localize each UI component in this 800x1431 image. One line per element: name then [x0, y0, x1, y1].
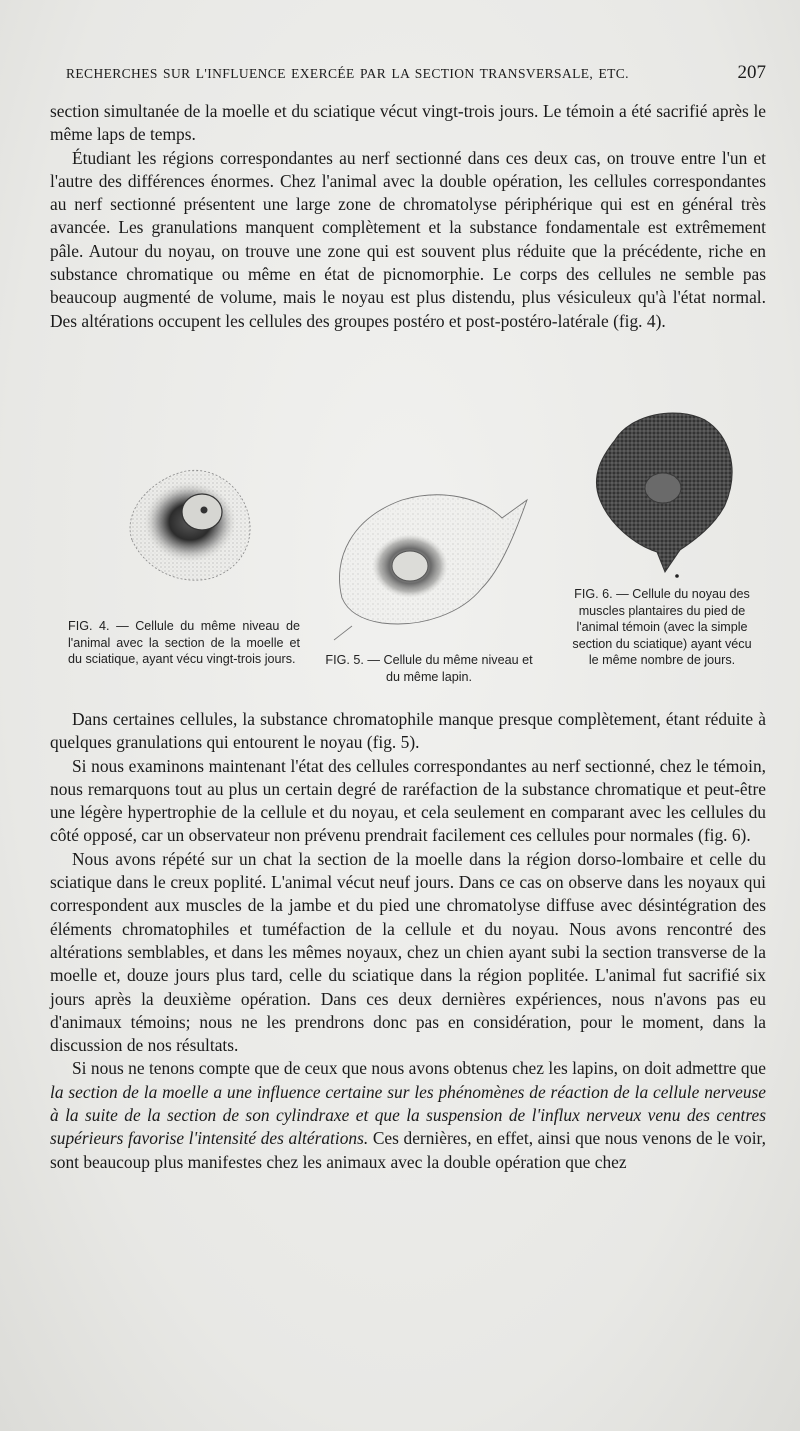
- cell-illustration: [322, 478, 542, 648]
- figure-5-image: [322, 478, 542, 648]
- paragraph-text: Ces dernières, en effet, ainsi que nous venons de le voir, sont beaucoup plus manifestes chez les animaux avec la double opération que chez: [50, 1128, 766, 1172]
- figure-6-caption: FIG. 6. — Cellule du noyau des muscles plantaires du pied de l'animal témoin (avec la simple section du sciatique) ayant vécu le même nombre de jours.: [572, 587, 752, 668]
- paragraph: [50, 1057, 766, 1173]
- cell-illustration: [112, 450, 272, 590]
- paragraph: Si nous examinons maintenant l'état des cellules correspondantes au nerf sectionné, chez le témoin, nous remarquons tout au plus un certain degré de raréfaction de la substance chromatique et peut-être une légère hypertrophie de la cellule et du noyau, et cela seulement en comparant avec les cellules du côté opposé, car un observateur non prévenu prendrait facilement ces cellules pour normales (fig. 6).: [50, 755, 766, 846]
- page-header: [66, 62, 766, 84]
- figure-4-image: [112, 450, 272, 590]
- figure-5-caption: FIG. 5. — Cellule du même niveau et du même lapin.: [325, 653, 533, 684]
- paragraph: section simultanée de la moelle et du sciatique vécut vingt-trois jours. Le témoin a été sacrifié après le même laps de temps.: [50, 101, 766, 145]
- italic-emphasis: la section de la moelle a une influence certaine sur les phénomènes de réaction de la cellule nerveuse à la suite de la section de son cylindraxe et que la suspension de l'influx nerveux venu des centres supérieurs favorise l'intensité des altérations.: [50, 1081, 766, 1149]
- cell-illustration: [585, 400, 745, 580]
- paragraph-text: Si nous ne tenons compte que de ceux que nous avons obtenus chez les lapins, on doit admettre que: [72, 1058, 766, 1079]
- running-title: RECHERCHES SUR L'INFLUENCE EXERCÉE PAR LA SECTION TRANSVERSALE, ETC.: [66, 66, 629, 81]
- figure-4-caption: FIG. 4. — Cellule du même niveau de l'animal avec la section de la moelle et du sciatique, ayant vécu vingt-trois jours.: [68, 619, 300, 667]
- paragraph: Étudiant les régions correspondantes au nerf sectionné dans ces deux cas, on trouve entre l'un et l'autre des différences énormes. Chez l'animal avec la double opération, les cellules correspondantes au nerf sectionné présentent une large zone de chromatolyse périphérique qui est en général très avancée. Les granulations manquent complètement et la substance fondamentale est extrêmement pâle. Autour du noyau, on trouve une zone qui est souvent plus réduite que la précédente, riche en substance chromatique ou même en état de picnomorphie. Le corps des cellules ne semble pas beaucoup augmenté de volume, mais le noyau est plus distendu, plus vésiculeux qu'à l'état normal. Des altérations occupent les cellules des groupes postéro et post-postéro-latérale (fig. 4).: [50, 147, 766, 331]
- figure-6-image: [585, 400, 745, 580]
- paragraph: Nous avons répété sur un chat la section de la moelle dans la région dorso-lombaire et celle du sciatique dans le creux poplité. L'animal vécut neuf jours. Dans ce cas on observe dans les noyaux qui correspondent aux muscles de la jambe et du pied une chromatolyse diffuse avec désintégration des éléments chromatophiles et tuméfaction de la cellule et du noyau. Nous avons rencontré des altérations semblables, et dans les mêmes noyaux, chez un chien ayant subi la section transverse de la moelle et, douze jours plus tard, celle du sciatique dans la région poplitée. L'animal fut sacrifié six jours après la deuxième opération. Dans ces deux dernières expériences, nous n'avons pas eu d'animaux témoins; nous ne les prendrons donc pas en considération, pour le moment, dans la discussion de nos résultats.: [50, 848, 766, 1056]
- text-block-bottom: [50, 708, 766, 1174]
- page-number: 207: [737, 62, 766, 83]
- text-block-top: [50, 100, 766, 333]
- paragraph: Dans certaines cellules, la substance chromatophile manque presque complètement, étant réduite à quelques granulations qui entourent le noyau (fig. 5).: [50, 709, 766, 753]
